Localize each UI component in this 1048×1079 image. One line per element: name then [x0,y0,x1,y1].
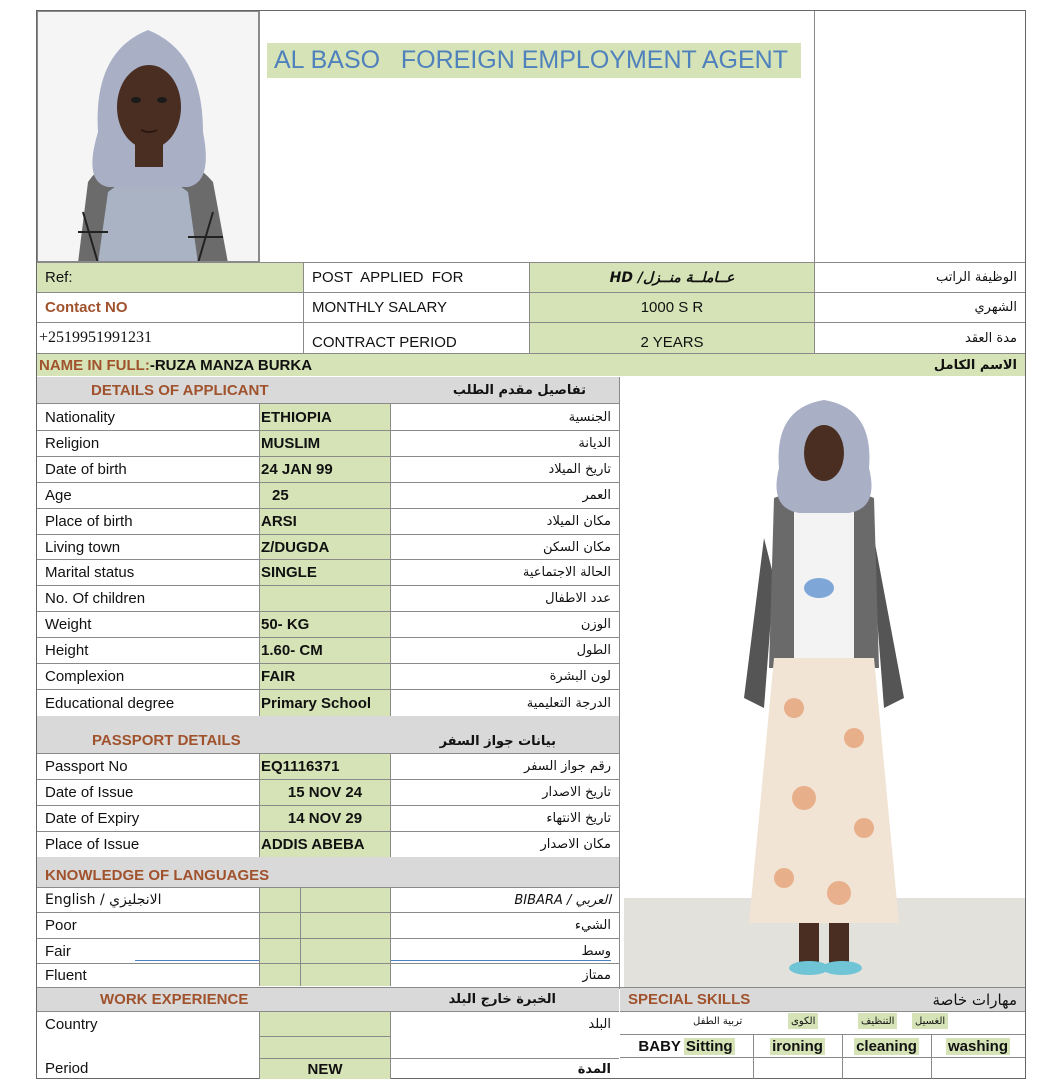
divider [390,753,391,857]
divider [259,403,260,716]
full-body-photo [624,378,1025,987]
period-ar: المدة [577,1061,611,1077]
country-label: Country [45,1015,98,1033]
detail-ar-cell [391,560,619,585]
language-level-ar: ممتاز [582,967,611,983]
detail-label: No. Of children [45,590,146,607]
post-value-cell [530,263,814,292]
passport-value: 15 NOV 24 [287,784,363,801]
languages-heading-text: KNOWLEDGE OF LANGUAGES [45,867,270,884]
detail-label: Age [45,487,72,504]
detail-label-cell [37,457,259,482]
divider [259,888,260,986]
language-level-label: Fluent [45,966,87,984]
details-heading-text: DETAILS OF APPLICANT [91,381,269,399]
ref-label: Ref: [45,269,73,286]
divider [390,1012,391,1079]
skill-cell [931,1035,1025,1057]
passport-label-cell [37,832,259,857]
skill-cell [620,1035,753,1057]
detail-value: FAIR [261,668,296,685]
name-row [37,354,1025,376]
detail-ar: العمر [582,488,611,503]
passport-value-cell [260,806,390,831]
passport-label: Passport No [45,758,128,775]
work-heading-text: WORK EXPERIENCE [100,990,249,1008]
passport-value: ADDIS ABEBA [261,836,365,853]
detail-label-cell [37,535,259,559]
skill-ar-label [788,1013,818,1029]
detail-ar: الجنسية [568,409,611,425]
skill-label: washing [947,1037,1008,1055]
detail-label: Religion [45,435,100,452]
passport-value-cell [260,780,390,805]
period-label-cell [37,1058,259,1079]
contract-value: 2 YEARS [640,334,704,351]
detail-value-cell [260,431,390,456]
passport-value: EQ1116371 [261,758,340,775]
detail-value: 24 JAN 99 [261,461,333,478]
passport-heading-ar: بيانات جواز السفر [439,734,556,749]
detail-label: Date of birth [45,461,127,478]
detail-value-cell [260,457,390,482]
period-label: Period [45,1060,89,1077]
passport-label: Place of Issue [45,836,140,853]
language-level-ar-cell [391,964,619,986]
passport-heading-text: PASSPORT DETAILS [92,732,241,749]
detail-ar: الديانة [578,436,611,451]
passport-label: Date of Expiry [45,810,140,827]
skill-ar-text: الكوى [791,1015,816,1027]
full-body-illustration [624,378,1025,987]
post-value: HD /عــاملــة منــزل [609,269,735,286]
skill-ar-label [690,1013,745,1029]
name-ar: الاسم الكامل [933,357,1017,373]
detail-label-cell [37,690,259,716]
detail-value-cell [260,612,390,637]
post-ar: الوظيفة الراتب [936,270,1017,285]
detail-value: ARSI [261,513,297,530]
english-value-cell-1 [260,888,300,912]
fair-underline-right [391,960,611,961]
detail-value-cell [260,690,390,716]
languages-heading [37,857,619,887]
country-ar-cell [391,1012,619,1036]
skill-ar-text: التنظيف [861,1015,895,1027]
language-check-cell [301,913,390,938]
skill-label: Sitting [685,1037,733,1055]
country-ar: البلد [588,1016,611,1032]
detail-value-cell [260,664,390,689]
language-check-cell [301,939,390,963]
skill-cell [842,1035,931,1057]
detail-ar: الحالة الاجتماعية [522,565,611,580]
headshot-photo [37,11,259,262]
period-value-cell [260,1059,390,1079]
detail-label: Marital status [45,564,135,581]
passport-ar-cell [391,754,619,779]
passport-label-cell [37,780,259,805]
salary-ar-cell [815,293,1025,322]
detail-ar-cell [391,535,619,559]
salary-value-cell [530,293,814,322]
detail-value-cell [260,638,390,663]
detail-ar-cell [391,664,619,689]
detail-ar-cell [391,690,619,716]
divider [259,11,260,262]
passport-label: Date of Issue [45,784,134,801]
passport-ar: تاريخ الانتهاء [546,811,611,826]
passport-ar-cell [391,780,619,805]
detail-ar: لون البشرة [549,669,611,684]
period-blank-cell [260,1037,390,1058]
passport-ar: مكان الاصدار [540,837,611,852]
detail-ar-cell [391,431,619,456]
skills-heading-ar: مهارات خاصة [932,990,1017,1009]
name-label: NAME IN FULL: [39,356,150,374]
divider [390,888,391,986]
detail-ar-cell [391,404,619,430]
detail-ar-cell [391,638,619,663]
divider [620,1057,1025,1058]
detail-value: 1.60- CM [261,642,323,659]
fair-underline-left [135,960,259,961]
detail-value-cell [260,586,390,611]
detail-ar: مكان السكن [542,539,611,555]
arabic-label-cell [391,888,619,912]
passport-value-cell [260,754,390,779]
divider [619,377,620,989]
detail-value: Primary School [261,694,372,712]
passport-value: 14 NOV 29 [287,810,363,827]
period-value: NEW [307,1060,343,1078]
detail-ar-cell [391,509,619,534]
passport-label-cell [37,754,259,779]
divider [259,753,260,857]
language-level-label: Fair [45,942,71,960]
post-label-cell [304,263,529,292]
language-check-cell [301,964,390,986]
detail-value-cell [260,535,390,559]
passport-heading [37,716,619,753]
skill-prefix: BABY [638,1037,681,1055]
language-level-ar: الشيء [574,918,611,933]
agency-title [267,43,801,78]
passport-value-cell [260,832,390,857]
language-level-cell [37,913,259,938]
detail-value: MUSLIM [261,435,321,452]
detail-label-cell [37,404,259,430]
detail-value: Z/DUGDA [261,538,330,556]
skill-ar-label [858,1013,897,1029]
skill-cell [753,1035,842,1057]
post-ar-cell [815,263,1025,292]
salary-label: MONTHLY SALARY [312,299,448,316]
skill-label: ironing [772,1037,823,1055]
work-heading-ar: الخبرة خارج البلد [448,991,556,1007]
passport-ar: تاريخ الاصدار [542,785,611,800]
skill-ar-text: الغسيل [915,1015,946,1027]
post-label: POST APPLIED FOR [312,269,464,286]
language-check-cell [260,939,300,963]
language-check-cell [260,913,300,938]
contact-label: Contact NO [45,299,128,316]
ref-cell [37,263,303,292]
detail-value: 50- KG [261,616,310,633]
detail-label: Weight [45,616,92,633]
salary-ar: الشهري [974,300,1017,315]
divider [814,11,815,262]
skill-ar-text: تربية الطفل [693,1015,743,1027]
contract-label-cell [304,323,529,353]
english-value-cell-2 [301,888,390,912]
detail-ar-cell [391,612,619,637]
language-level-label: Poor [45,917,77,934]
language-level-cell [37,964,259,986]
contract-value-cell [530,323,814,353]
headshot-illustration [38,12,259,262]
detail-label: Nationality [45,408,116,426]
detail-ar: الدرجة التعليمية [526,695,611,711]
divider [390,403,391,716]
country-value-cell [260,1012,390,1036]
contract-ar-cell [815,323,1025,353]
detail-value-cell [260,560,390,585]
detail-label-cell [37,509,259,534]
detail-label-cell [37,483,259,508]
detail-value-cell [260,509,390,534]
english-label-cell [37,888,259,912]
detail-label: Place of birth [45,513,133,530]
detail-ar-cell [391,586,619,611]
language-check-cell [260,964,300,986]
detail-ar: مكان الميلاد [546,514,611,529]
skill-ar-label [912,1013,948,1029]
contract-ar: مدة العقد [965,330,1017,346]
detail-label: Height [45,642,89,659]
work-heading [37,987,619,1011]
detail-value-cell [260,404,390,430]
details-heading [37,377,619,403]
detail-label-cell [37,638,259,663]
detail-label-cell [37,586,259,611]
english-label: English / الانجليزي [45,892,162,908]
detail-ar-cell [391,457,619,482]
passport-label-cell [37,806,259,831]
name-value: -RUZA MANZA BURKA [149,356,313,374]
passport-ar-cell [391,832,619,857]
country-label-cell [37,1012,259,1036]
salary-label-cell [304,293,529,322]
divider [620,1011,1025,1012]
skill-label: cleaning [856,1037,917,1055]
detail-ar-cell [391,483,619,508]
detail-ar: تاريخ الميلاد [548,462,611,477]
detail-label-cell [37,560,259,585]
language-level-ar-cell [391,913,619,938]
divider [259,1012,260,1079]
divider [300,888,301,986]
salary-value: 1000 S R [640,299,704,316]
agency-title-text: AL BASO FOREIGN EMPLOYMENT AGENT [274,46,789,74]
detail-label-cell [37,664,259,689]
detail-value: ETHIOPIA [261,408,332,426]
period-ar-cell [391,1059,619,1079]
detail-label-cell [37,431,259,456]
detail-label: Living town [45,538,121,556]
detail-label: Educational degree [45,694,175,712]
contact-value-cell [37,323,303,353]
passport-ar: رقم جواز السفر [524,759,611,774]
detail-label: Complexion [45,668,125,685]
skills-heading [620,988,1025,1011]
details-heading-ar: تفاصيل مقدم الطلب [452,382,586,398]
detail-ar: عدد الاطفال [545,591,611,606]
detail-ar: الطول [576,643,611,658]
contact-value: +2519951991231 [39,329,153,346]
language-level-ar: وسط [581,943,611,959]
contract-label: CONTRACT PERIOD [312,334,457,351]
detail-value: 25 [272,487,289,504]
passport-ar-cell [391,806,619,831]
arabic-label: BIBARA / العربي [514,892,611,908]
detail-label-cell [37,612,259,637]
contact-label-cell [37,293,303,322]
skills-heading-text: SPECIAL SKILLS [628,991,751,1008]
detail-value-cell [260,483,390,508]
detail-ar: الوزن [580,617,611,632]
detail-value: SINGLE [261,564,317,581]
